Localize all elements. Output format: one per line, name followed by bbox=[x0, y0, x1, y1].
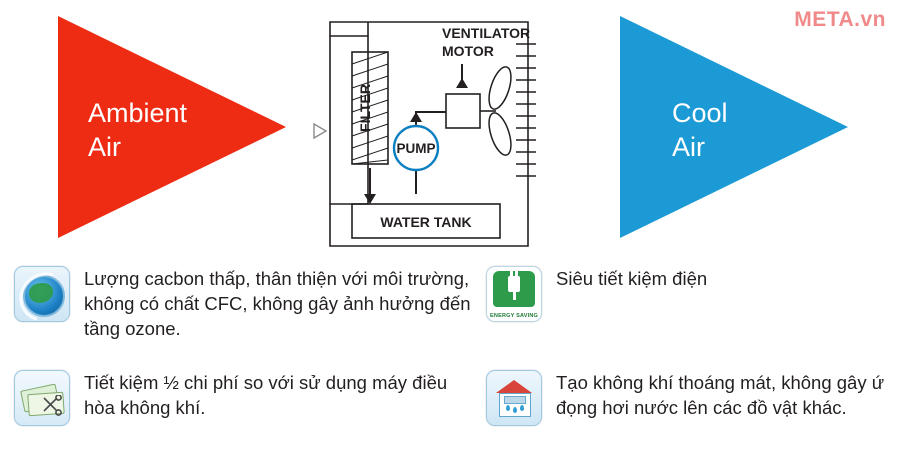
inlet-marker bbox=[314, 124, 326, 138]
cool-air-label-line1: Cool bbox=[672, 98, 728, 128]
feature-text-savings: Tiết kiệm ½ chi phí so với sử dụng máy điều hòa không khí. bbox=[84, 372, 448, 418]
ambient-air-label-line1: Ambient bbox=[88, 98, 188, 128]
ambient-air-label bbox=[88, 96, 238, 164]
watermark-text: META.vn bbox=[794, 8, 886, 31]
feature-text-cool-room: Tạo không khí thoáng mát, không gây ứ đọng hơi nước lên các đồ vật khác. bbox=[556, 372, 885, 418]
feature-item-energy bbox=[486, 266, 896, 322]
cooler-schematic bbox=[310, 8, 572, 254]
feature-item-savings bbox=[14, 370, 474, 426]
filter-label: FILTER bbox=[357, 84, 373, 132]
money-savings-icon bbox=[14, 370, 70, 426]
feature-item-eco bbox=[14, 266, 474, 341]
energy-saving-icon bbox=[486, 266, 542, 322]
ventilator-label-line2: MOTOR bbox=[442, 43, 494, 59]
ambient-air-arrow bbox=[58, 12, 288, 242]
feature-text-eco: Lượng cacbon thấp, thân thiện với môi trường, không có chất CFC, không gây ảnh hưởng đến tầng ozone. bbox=[84, 268, 471, 339]
cool-room-icon bbox=[486, 370, 542, 426]
feature-list bbox=[0, 258, 900, 472]
feature-item-cool-room bbox=[486, 370, 896, 426]
energy-icon-caption: ENERGY SAVING bbox=[490, 313, 538, 319]
feature-text-energy: Siêu tiết kiệm điện bbox=[556, 268, 708, 289]
water-tank-label: WATER TANK bbox=[380, 214, 472, 230]
cool-air-arrow bbox=[620, 12, 850, 242]
motor-box bbox=[446, 94, 480, 128]
scissors-icon bbox=[41, 395, 63, 417]
cool-air-label bbox=[672, 96, 822, 164]
pump-label: PUMP bbox=[396, 141, 436, 156]
eco-globe-icon bbox=[14, 266, 70, 322]
ambient-air-label-line2: Air bbox=[88, 132, 121, 162]
ventilator-label-line1: VENTILATOR bbox=[442, 25, 531, 41]
cool-air-label-line2: Air bbox=[672, 132, 705, 162]
